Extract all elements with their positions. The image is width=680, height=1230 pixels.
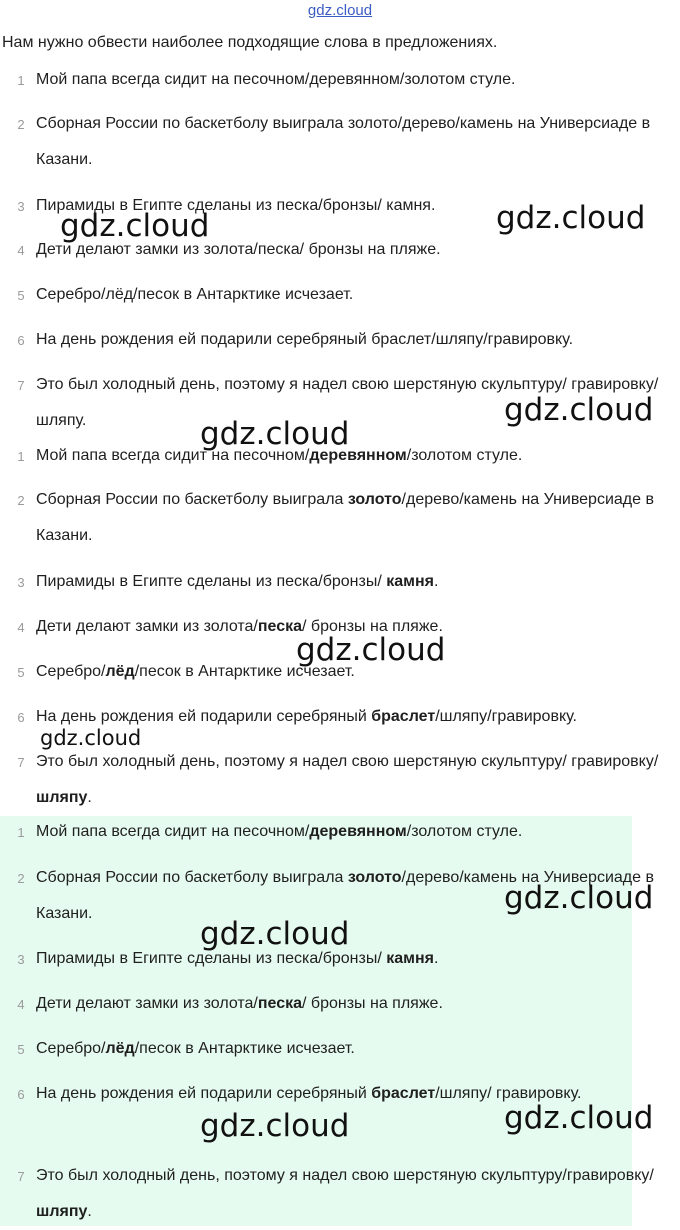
text-fragment: . [87,1203,92,1220]
item-number: 4 [17,997,25,1012]
text-fragment: Сборная России по баскетболу выиграла золото/дерево/камень на Универсиаде в Казани. [36,115,651,168]
watermark: gdz.cloud [40,726,142,750]
item-number: 6 [17,710,25,725]
text-fragment: Серебро/ [36,663,106,680]
watermark: gdz.cloud [200,1108,350,1144]
answer-word: золото [347,491,402,508]
item-text [36,1031,670,1067]
item-number: 4 [17,243,25,258]
watermark: gdz.cloud [504,1100,654,1136]
text-fragment: . [433,950,439,967]
site-link[interactable]: gdz.cloud [307,2,373,19]
answer-word: шляпу [36,789,88,806]
item-number: 2 [17,117,25,132]
watermark: gdz.cloud [496,200,646,236]
item-number: 2 [17,871,25,886]
text-fragment: Пирамиды в Египте сделаны из песка/бронзы/ камня. [36,197,436,214]
text-fragment: / бронзы на пляже. [302,995,443,1012]
item-number: 1 [17,449,25,464]
item-number: 7 [17,1169,25,1184]
text-fragment: /шляпу/гравировку. [435,708,577,725]
answer-word: камня [386,950,434,967]
item-number: 3 [17,952,25,967]
answer-word: браслет [371,1085,436,1102]
text-fragment: Это был холодный день, поэтому я надел свою шерстяную скульптуру/ гравировку/ [36,753,659,770]
item-text [36,699,670,735]
answer-word: песка [257,995,303,1012]
text-fragment: /дерево/камень на Универсиаде в Казани. [36,869,654,922]
text-fragment: Сборная России по баскетболу выиграла [36,869,348,886]
item-number: 1 [17,73,25,88]
item-text [36,1158,670,1230]
text-fragment: /шляпу/ гравировку. [435,1085,582,1102]
answer-word: лёд [105,1040,135,1057]
text-fragment: Мой папа всегда сидит на песочном/ [36,447,310,464]
text-fragment: /дерево/камень на Универсиаде в Казани. [36,491,654,544]
item-number: 1 [17,825,25,840]
item-number: 6 [17,1087,25,1102]
item-text [36,106,670,178]
item-number: 3 [17,575,25,590]
item-number: 7 [17,755,25,770]
text-fragment: На день рождения ей подарили серебряный [36,1085,372,1102]
answer-word: лёд [105,663,135,680]
item-number: 5 [17,288,25,303]
item-text [36,860,670,932]
text-fragment: /песок в Антарктике исчезает. [134,663,355,680]
item-text [36,1076,670,1112]
item-text [36,322,670,358]
text-fragment: На день рождения ей подарили серебряный [36,708,372,725]
text-fragment: На день рождения ей подарили серебряный браслет/шляпу/гравировку. [36,331,574,348]
answer-word: песка [257,618,303,635]
text-fragment: /золотом стуле. [406,823,523,840]
text-fragment: Мой папа всегда сидит на песочном/деревянном/золотом стуле. [36,71,516,88]
text-fragment: Мой папа всегда сидит на песочном/ [36,823,310,840]
item-text [36,188,670,224]
watermark: gdz.cloud [296,632,446,668]
text-fragment: . [87,789,92,806]
text-fragment: / бронзы на пляже. [302,618,443,635]
item-text [36,986,670,1022]
item-number: 7 [17,378,25,393]
answer-word: камня [386,573,434,590]
watermark: gdz.cloud [60,208,210,244]
answer-word: золото [347,869,402,886]
watermark: gdz.cloud [200,916,350,952]
item-number: 5 [17,1042,25,1057]
item-text [36,814,670,850]
answer-word: браслет [371,708,436,725]
text-fragment: Серебро/лёд/песок в Антарктике исчезает. [36,286,354,303]
item-text [36,564,670,600]
task-intro: Нам нужно обвести наиболее подходящие слова в предложениях. [2,34,498,51]
answer-word: деревянном [309,447,407,464]
text-fragment: Это был холодный день, поэтому я надел свою шерстяную скульптуру/ гравировку/шляпу. [36,376,659,429]
text-fragment: Сборная России по баскетболу выиграла [36,491,348,508]
item-text [36,232,670,268]
item-text [36,62,670,98]
item-number: 2 [17,493,25,508]
item-text [36,438,670,474]
item-number: 6 [17,333,25,348]
item-text [36,744,670,816]
watermark: gdz.cloud [200,416,350,452]
answer-word: шляпу [36,1203,88,1220]
item-number: 5 [17,665,25,680]
item-text [36,277,670,313]
text-fragment: Дети делают замки из золота/песка/ бронзы на пляже. [36,241,441,258]
item-text [36,367,670,439]
text-fragment: /песок в Антарктике исчезает. [134,1040,355,1057]
item-number: 3 [17,199,25,214]
text-fragment: Пирамиды в Египте сделаны из песка/бронзы/ [36,950,387,967]
text-fragment: . [433,573,439,590]
watermark: gdz.cloud [504,880,654,916]
item-text [36,654,670,690]
text-fragment: Это был холодный день, поэтому я надел свою шерстяную скульптуру/гравировку/ [36,1167,654,1184]
text-fragment: Пирамиды в Египте сделаны из песка/бронзы/ [36,573,387,590]
text-fragment: Дети делают замки из золота/ [36,618,258,635]
item-text [36,609,670,645]
text-fragment: /золотом стуле. [406,447,523,464]
item-number: 4 [17,620,25,635]
item-text [36,482,670,554]
text-fragment: Дети делают замки из золота/ [36,995,258,1012]
text-fragment: Серебро/ [36,1040,106,1057]
item-text [36,941,670,977]
watermark: gdz.cloud [504,392,654,428]
answer-word: деревянном [309,823,407,840]
